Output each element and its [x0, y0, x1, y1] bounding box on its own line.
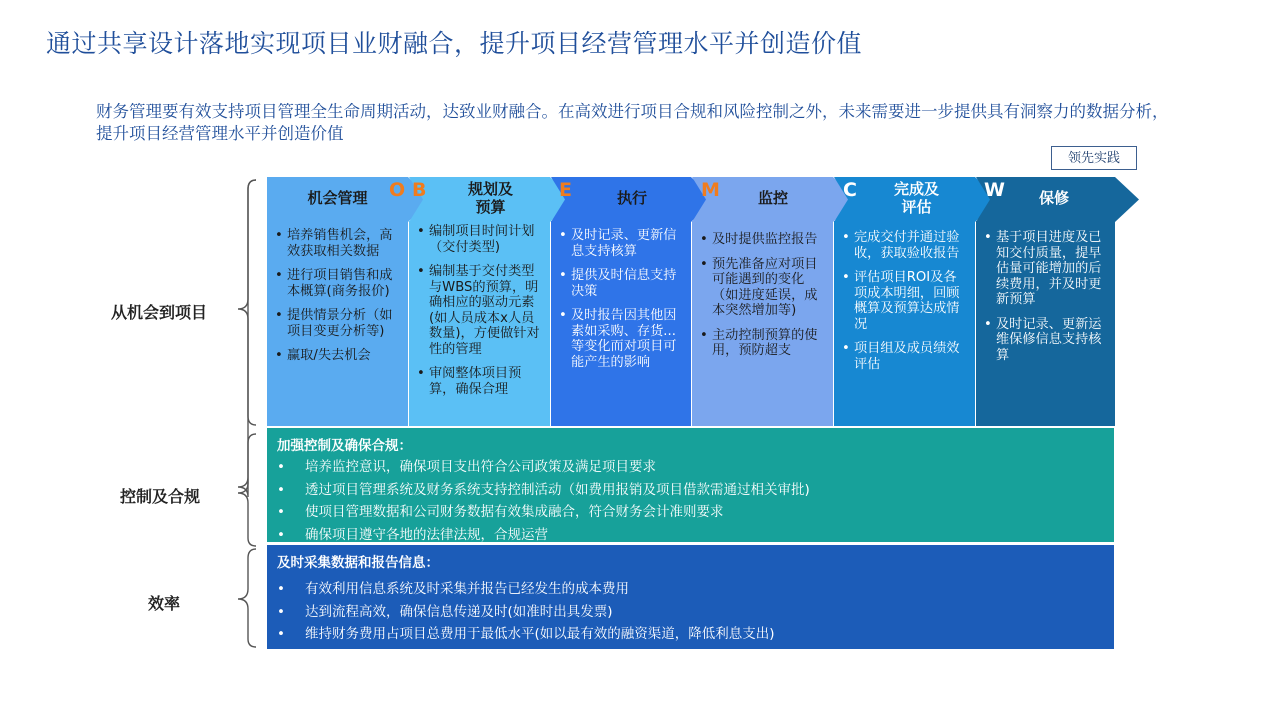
stage-letter: B: [412, 179, 427, 201]
stage-title: 保修: [1038, 189, 1069, 207]
stage-item: • 预先准备应对项目可能遇到的变化（如进度延误，成本突然增加等): [698, 257, 827, 319]
stage-item: • 审阅整体项目预算，确保合理: [415, 366, 544, 397]
control-band-item: • 透过项目管理系统及财务系统支持控制活动（如费用报销及项目借款需通过相关审批): [277, 479, 810, 502]
stage-title: 执行: [616, 189, 647, 207]
stage-letter: E: [559, 179, 572, 201]
stage-letter: M: [701, 179, 720, 201]
control-band-item: • 使项目管理数据和公司财务数据有效集成融合，符合财务会计准则要求: [277, 501, 810, 524]
row-label-opportunity: 从机会到项目: [111, 303, 208, 322]
stage-item: • 主动控制预算的使用，预防超支: [698, 328, 827, 359]
control-band-item: • 培养监控意识，确保项目支出符合公司政策及满足项目要求: [277, 456, 810, 479]
efficiency-band-item: • 达到流程高效，确保信息传递及时(如准时出具发票): [277, 601, 775, 624]
stage-title: 规划及 预算: [467, 180, 513, 216]
stage-item: • 赢取/失去机会: [273, 348, 402, 364]
efficiency-band-item: • 维持财务费用占项目总费用于最低水平(如以最有效的融资渠道，降低利息支出): [277, 623, 775, 646]
stage-item: • 提供及时信息支持决策: [557, 268, 685, 299]
stage-item: • 编制基于交付类型与WBS的预算，明确相应的驱动元素(如人员成本x人员数量)，方便做针对性的管理: [415, 264, 544, 357]
control-compliance-band: [267, 428, 1114, 542]
stage-item: • 项目组及成员绩效评估: [840, 341, 969, 372]
row-braces: [228, 177, 268, 649]
brace-opportunity-main: [238, 180, 256, 425]
efficiency-band: [267, 545, 1114, 649]
efficiency-band-item: • 有效利用信息系统及时采集并报告已经发生的成本费用: [277, 578, 775, 601]
stage-item: • 培养销售机会，高效获取相关数据: [273, 228, 402, 259]
stage-item: • 及时报告因其他因素如采购、存货...等变化而对项目可能产生的影响: [557, 308, 685, 370]
row-label-control: 控制及合规: [120, 487, 201, 506]
stage-item: • 基于项目进度及已知交付质量，提早估量可能增加的后续费用，并及时更新预算: [982, 230, 1109, 308]
stage-title: 监控: [757, 189, 788, 207]
control-band-list: [277, 456, 810, 546]
efficiency-band-list: [277, 578, 775, 646]
stage-items: [840, 230, 969, 381]
page-title: 通过共享设计落地实现项目业财融合，提升项目经营管理水平并创造价值: [46, 29, 863, 58]
stage-items: [557, 228, 685, 379]
stage-items: [273, 228, 402, 373]
stage-items: [415, 224, 544, 406]
intro-text: 财务管理要有效支持项目管理全生命周期活动，达致业财融合。在高效进行项目合规和风险控制之外，未来需要进一步提供具有洞察力的数据分析，提升项目经营管理水平并创造价值: [96, 102, 1169, 143]
brace-efficiency: [238, 549, 256, 647]
stage-items: [698, 232, 827, 368]
efficiency-band-heading: 及时采集数据和报告信息：: [277, 555, 439, 571]
stage-item: • 编制项目时间计划（交付类型): [415, 224, 544, 255]
stage-warranty: [976, 177, 1155, 426]
stage-item: • 评估项目ROI及各项成本明细，回顾概算及预算达成情况: [840, 270, 969, 332]
stage-title: 完成及 评估: [893, 180, 939, 216]
stage-item: • 及时记录、更新运维保修信息支持核算: [982, 317, 1109, 364]
stage-item: • 进行项目销售和成本概算(商务报价): [273, 268, 402, 299]
stage-title: 机会管理: [307, 189, 368, 207]
stage-letter: W: [984, 179, 1005, 201]
stage-items: [982, 230, 1109, 372]
brace-opportunity: [238, 180, 256, 497]
stage-item: • 完成交付并通过验收，获取验收报告: [840, 230, 969, 261]
stage-item: • 提供情景分析（如项目变更分析等): [273, 308, 402, 339]
control-band-item: • 确保项目遵守各地的法律法规，合规运营: [277, 524, 810, 547]
stage-letter: C: [843, 179, 857, 201]
stage-letter: O: [389, 179, 406, 201]
leading-practice-badge: 领先实践: [1051, 146, 1137, 170]
row-label-efficiency: 效率: [148, 594, 181, 613]
brace-control: [238, 434, 256, 546]
control-band-heading: 加强控制及确保合规：: [277, 438, 412, 454]
stage-item: • 及时提供监控报告: [698, 232, 827, 248]
stage-item: • 及时记录、更新信息支持核算: [557, 228, 685, 259]
